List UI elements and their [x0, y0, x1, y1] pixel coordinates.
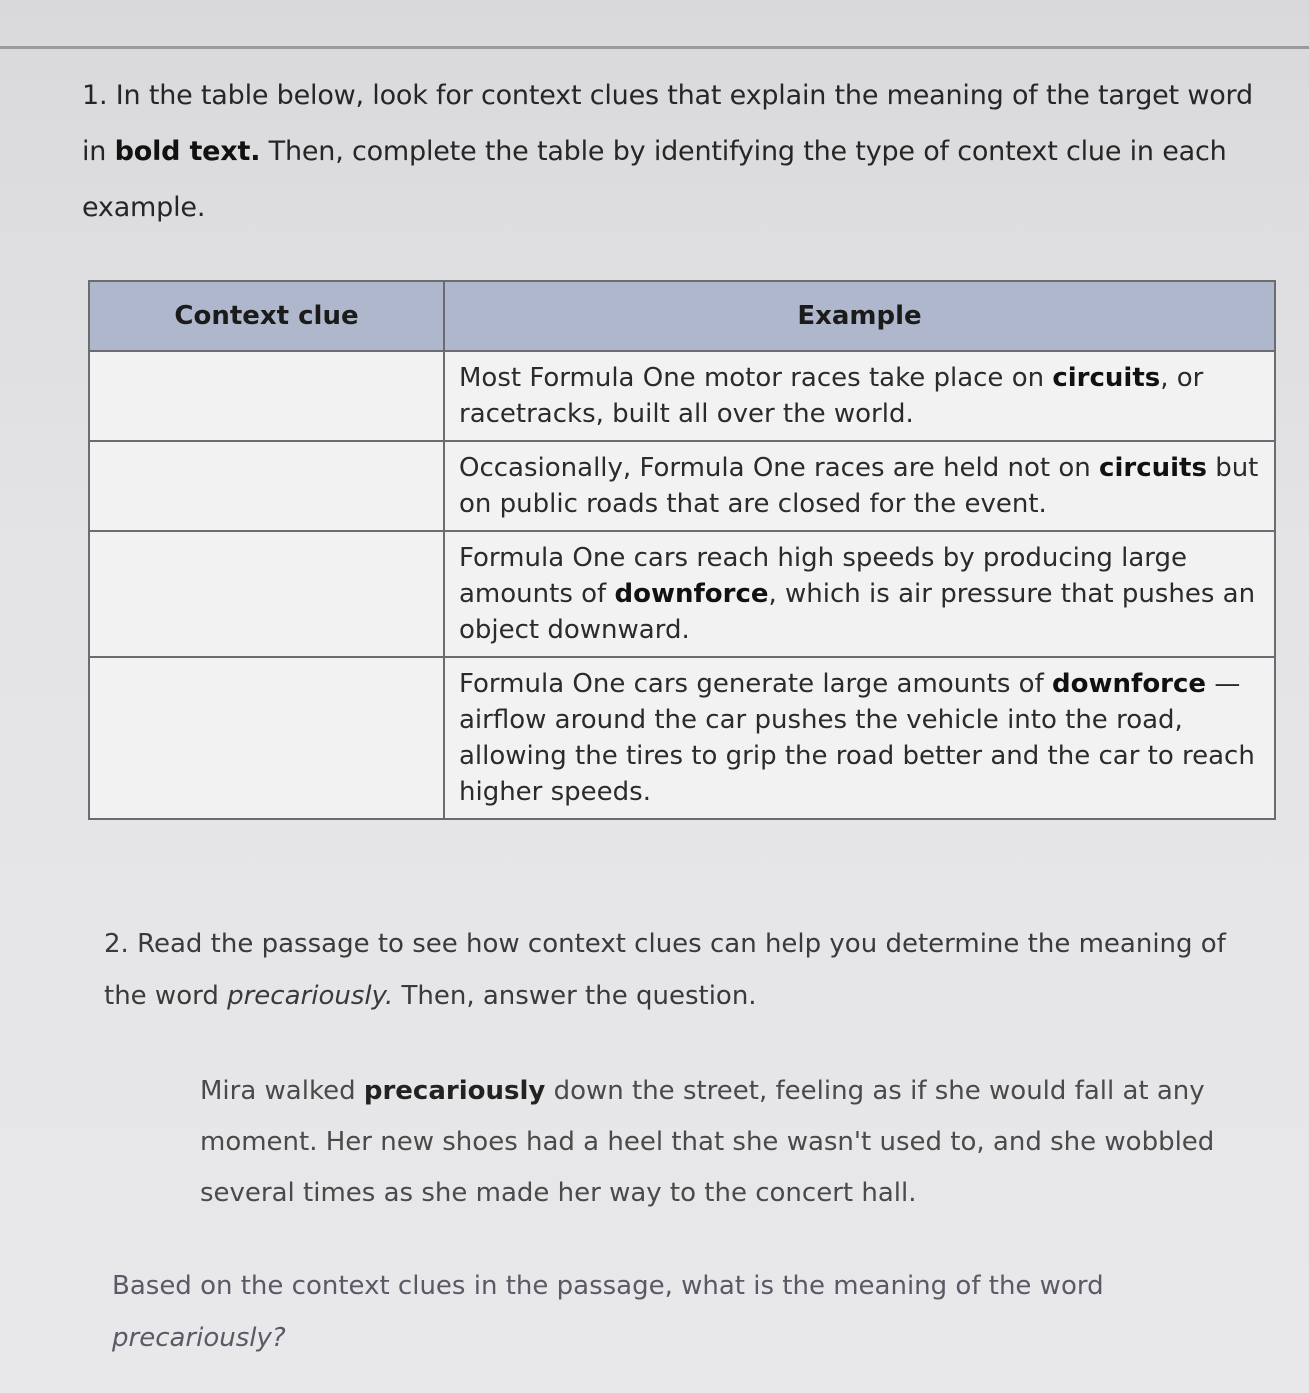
question-1-text-end: Then, complete the table by identifying the type of context clue in each example.: [82, 136, 1227, 223]
passage-text-end: down the street, feeling as if she would fall at any moment. Her new shoes had a heel that she wasn't used to, and she wobbled several times as she made her way to the concert hall.: [200, 1076, 1215, 1208]
table-row: [89, 531, 1275, 657]
header-context-clue: Context clue: [89, 281, 444, 351]
question-2: [104, 918, 1244, 1022]
example-text-end: — airflow around the car pushes the vehicle into the road, allowing the tires to grip the road better and the car to reach higher speeds.: [459, 669, 1255, 807]
question-1: [82, 68, 1272, 236]
header-example: Example: [444, 281, 1275, 351]
table-row: [89, 441, 1275, 531]
question-3: [112, 1260, 1262, 1364]
table-header-row: [89, 281, 1275, 351]
clue-answer-cell[interactable]: [89, 351, 444, 441]
question-1-text: In the table below, look for context clues that explain the meaning of the target word in: [82, 80, 1253, 167]
target-word: downforce: [1052, 669, 1207, 699]
example-text: Occasionally, Formula One races are held not on: [459, 453, 1091, 483]
table-row: [89, 657, 1275, 819]
question-2-number: 2.: [104, 929, 129, 959]
top-divider: [0, 46, 1309, 49]
question-1-number: 1.: [82, 80, 108, 111]
target-word: circuits: [1099, 453, 1207, 483]
question-2-text-end: Then, answer the question.: [401, 981, 757, 1011]
example-text-end: , or racetracks, built all over the world.: [459, 363, 1204, 429]
example-text-end: but on public roads that are closed for the event.: [459, 453, 1259, 519]
example-text: Formula One cars reach high speeds by producing large amounts of: [459, 543, 1188, 609]
question-2-text: Read the passage to see how context clues can help you determine the meaning of the word: [104, 929, 1226, 1011]
example-text-end: , which is air pressure that pushes an object downward.: [459, 579, 1256, 645]
reading-passage: [200, 1066, 1260, 1219]
example-cell: [444, 531, 1275, 657]
clue-answer-cell[interactable]: [89, 531, 444, 657]
clue-answer-cell[interactable]: [89, 441, 444, 531]
question-2-italic-word: precariously.: [227, 981, 394, 1011]
question-3-italic-word: precariously?: [112, 1323, 286, 1353]
example-cell: [444, 657, 1275, 819]
clue-answer-cell[interactable]: [89, 657, 444, 819]
question-3-text: Based on the context clues in the passage, what is the meaning of the word: [112, 1271, 1104, 1301]
example-text: Most Formula One motor races take place on: [459, 363, 1045, 393]
target-word: downforce: [614, 579, 769, 609]
passage-target-word: precariously: [363, 1076, 546, 1106]
example-cell: [444, 441, 1275, 531]
example-text: Formula One cars generate large amounts of: [459, 669, 1044, 699]
example-cell: [444, 351, 1275, 441]
context-clue-table: [88, 280, 1276, 820]
passage-text-start: Mira walked: [200, 1076, 356, 1106]
question-1-bold: bold text.: [114, 136, 261, 167]
target-word: circuits: [1052, 363, 1161, 393]
table-row: [89, 351, 1275, 441]
